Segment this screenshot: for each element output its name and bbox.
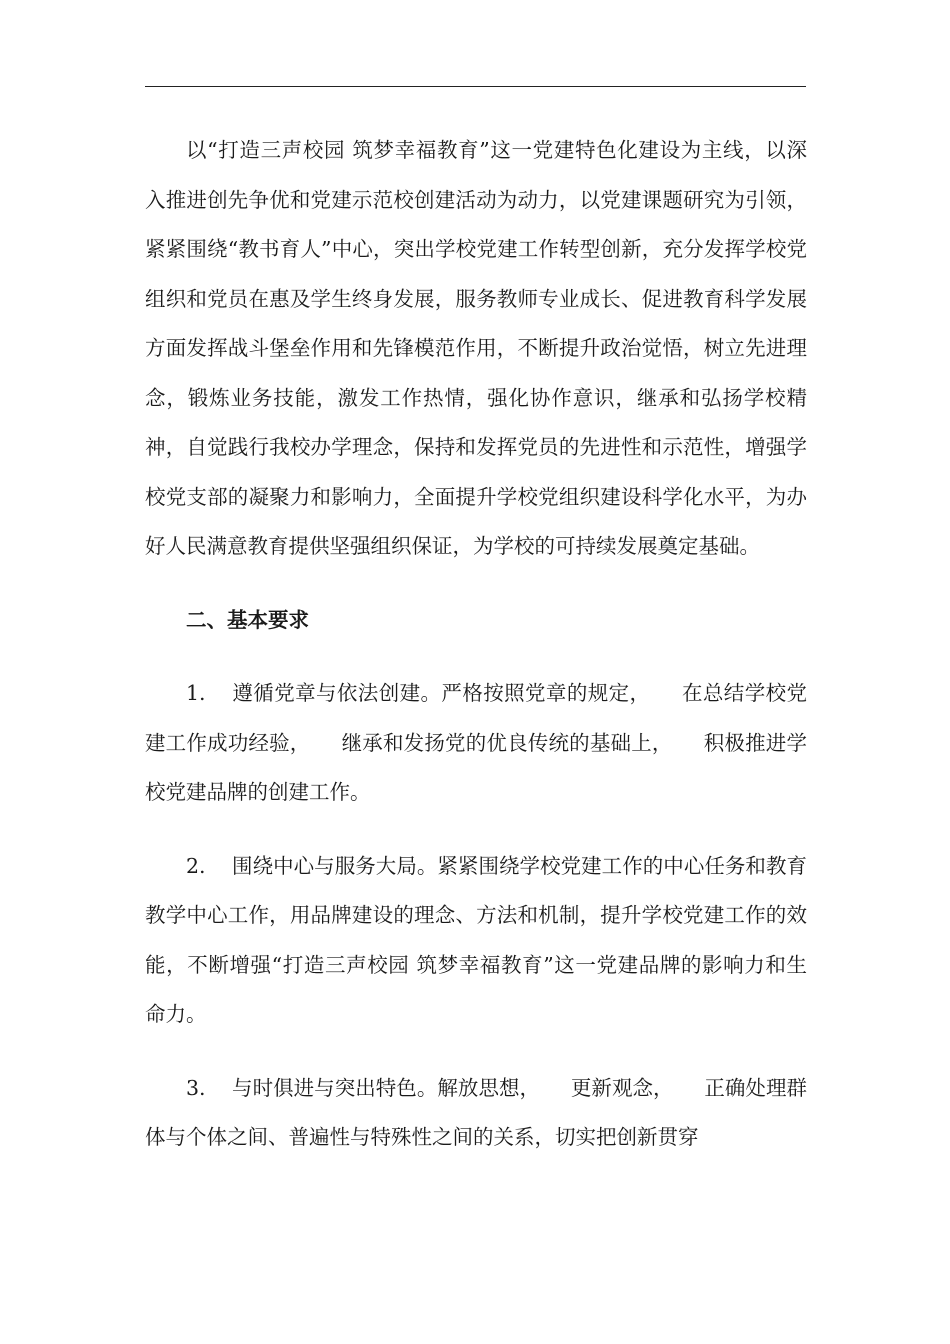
section-heading: 二、基本要求 <box>186 607 309 632</box>
list-item-text: 遵循党章与依法创建。严格按照党章的规定， 在总结学校党建工作成功经验， 继承和发扬党的优良传统的基础上， 积极推进学校党建品牌的创建工作。 <box>145 681 807 804</box>
intro-paragraph: 以“打造三声校园 筑梦幸福教育”这一党建特色化建设为主线，以深入推进创先争优和党建示范校创建活动为动力，以党建课题研究为引领，紧紧围绕“教书育人”中心，突出学校党建工作转型创新，充分发挥学校党组织和党员在惠及学生终身发展，服务教师专业成长、促进教育科学发展方面发挥战斗堡垒作用和先锋模范作用，不断提升政治觉悟，树立先进理念，锻炼业务技能，激发工作热情，强化协作意识，继承和弘扬学校精神，自觉践行我校办学理念，保持和发挥党员的先进性和示范性，增强学校党支部的凝聚力和影响力，全面提升学校党组织建设科学化水平，为办好人民满意教育提供坚强组织保证，为学校的可持续发展奠定基础。 <box>145 138 807 558</box>
list-item <box>145 669 807 818</box>
list-item-number: 2. <box>186 853 206 878</box>
list-item-text: 与时俱进与突出特色。解放思想， 更新观念， 正确处理群体与个体之间、普遍性与特殊性之间的关系，切实把创新贯穿 <box>145 1075 807 1149</box>
list-item-number: 3. <box>186 1075 206 1100</box>
list-item-number: 1. <box>186 681 206 705</box>
list-item <box>145 842 807 1040</box>
list-item-text: 围绕中心与服务大局。紧紧围绕学校党建工作的中心任务和教育教学中心工作，用品牌建设的理念、方法和机制，提升学校党建工作的效能，不断增强“打造三声校园 筑梦幸福教育”这一党建品牌的影响力和生命力。 <box>145 853 807 1026</box>
list-item <box>145 1064 807 1163</box>
header-rule <box>145 86 806 87</box>
document-body <box>145 126 807 1187</box>
